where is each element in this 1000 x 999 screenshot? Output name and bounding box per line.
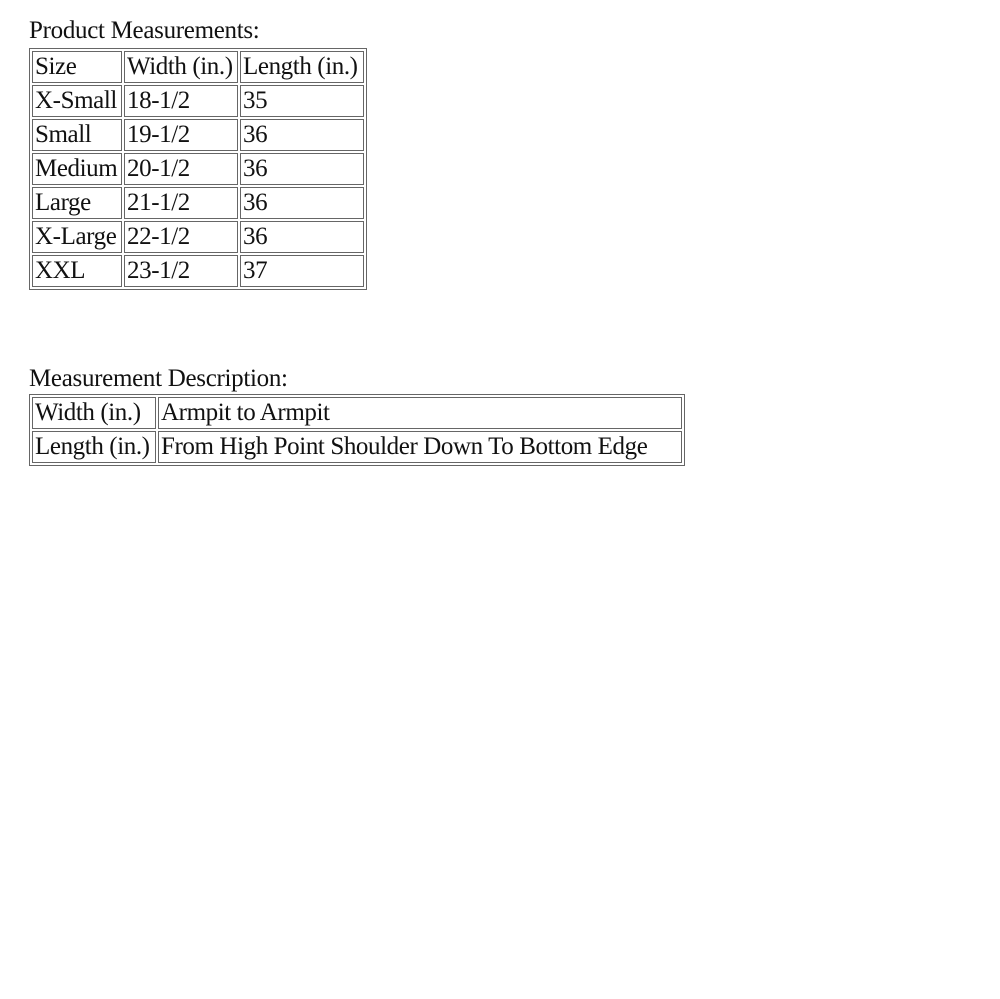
- length-cell: 36: [240, 153, 364, 185]
- measurement-description-title: Measurement Description:: [29, 365, 288, 392]
- measurement-description-cell: From High Point Shoulder Down To Bottom Edge: [158, 431, 682, 463]
- header-size: Size: [32, 51, 122, 83]
- measurement-name-cell: Length (in.): [32, 431, 156, 463]
- table-row: [32, 431, 682, 463]
- table-row: [32, 255, 364, 287]
- table-header-row: [32, 51, 364, 83]
- header-width: Width (in.): [124, 51, 238, 83]
- header-length: Length (in.): [240, 51, 364, 83]
- table-row: [32, 85, 364, 117]
- table-row: [32, 187, 364, 219]
- width-cell: 22-1/2: [124, 221, 238, 253]
- width-cell: 23-1/2: [124, 255, 238, 287]
- width-cell: 20-1/2: [124, 153, 238, 185]
- size-cell: XXL: [32, 255, 122, 287]
- length-cell: 35: [240, 85, 364, 117]
- table-row: [32, 153, 364, 185]
- measurement-description-table: [29, 394, 685, 466]
- product-measurements-title: Product Measurements:: [29, 17, 260, 44]
- width-cell: 21-1/2: [124, 187, 238, 219]
- length-cell: 37: [240, 255, 364, 287]
- size-cell: X-Small: [32, 85, 122, 117]
- measurement-name-cell: Width (in.): [32, 397, 156, 429]
- table-row: [32, 119, 364, 151]
- size-cell: Large: [32, 187, 122, 219]
- size-cell: X-Large: [32, 221, 122, 253]
- measurement-description-cell: Armpit to Armpit: [158, 397, 682, 429]
- table-row: [32, 397, 682, 429]
- width-cell: 19-1/2: [124, 119, 238, 151]
- product-measurements-table: [29, 48, 367, 290]
- size-cell: Small: [32, 119, 122, 151]
- size-cell: Medium: [32, 153, 122, 185]
- table-row: [32, 221, 364, 253]
- length-cell: 36: [240, 221, 364, 253]
- length-cell: 36: [240, 119, 364, 151]
- length-cell: 36: [240, 187, 364, 219]
- width-cell: 18-1/2: [124, 85, 238, 117]
